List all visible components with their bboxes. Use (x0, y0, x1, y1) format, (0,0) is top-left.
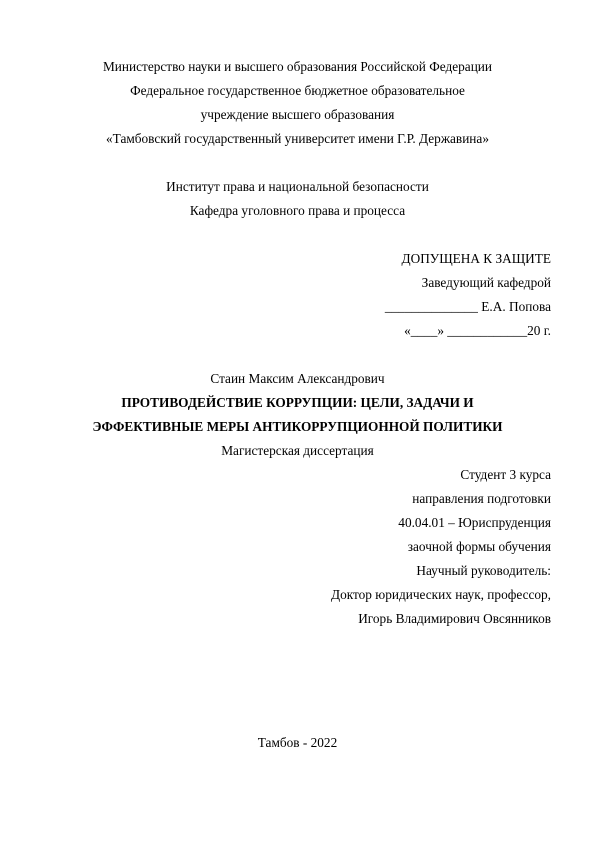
approval-signature-line: ______________ Е.А. Попова (384, 299, 551, 314)
thesis-title-line-2: ЭФФЕКТИВНЫЕ МЕРЫ АНТИКОРРУПЦИОННОЙ ПОЛИТИКИ (92, 419, 503, 434)
approval-date-line: «____» ____________20 г. (404, 323, 551, 338)
supervisor-label: Научный руководитель: (416, 563, 551, 578)
institution-line-1: Федеральное государственное бюджетное образовательное (130, 83, 465, 98)
department-name: Кафедра уголовного права и процесса (189, 203, 406, 218)
thesis-type: Магистерская диссертация (221, 443, 374, 458)
direction-code: 40.04.01 – Юриспруденция (398, 515, 551, 530)
study-form: заочной формы обучения (407, 539, 551, 554)
institute-name: Институт права и национальной безопасности (166, 179, 429, 194)
approval-title: ДОПУЩЕНА К ЗАЩИТЕ (401, 251, 551, 266)
supervisor-title: Доктор юридических наук, профессор, (331, 587, 551, 602)
student-year: Студент 3 курса (460, 467, 551, 482)
city-year: Тамбов - 2022 (257, 735, 338, 750)
university-name: «Тамбовский государственный университет имени Г.Р. Державина» (106, 131, 489, 146)
supervisor-name: Игорь Владимирович Овсянников (358, 611, 551, 626)
direction-label: направления подготовки (412, 491, 551, 506)
author-name: Стаин Максим Александрович (210, 371, 385, 386)
approval-position: Заведующий кафедрой (421, 275, 551, 290)
thesis-title-line-1: ПРОТИВОДЕЙСТВИЕ КОРРУПЦИИ: ЦЕЛИ, ЗАДАЧИ И (121, 395, 474, 410)
ministry-name: Министерство науки и высшего образования Российской Федерации (102, 59, 493, 74)
institution-line-2: учреждение высшего образования (200, 107, 395, 122)
